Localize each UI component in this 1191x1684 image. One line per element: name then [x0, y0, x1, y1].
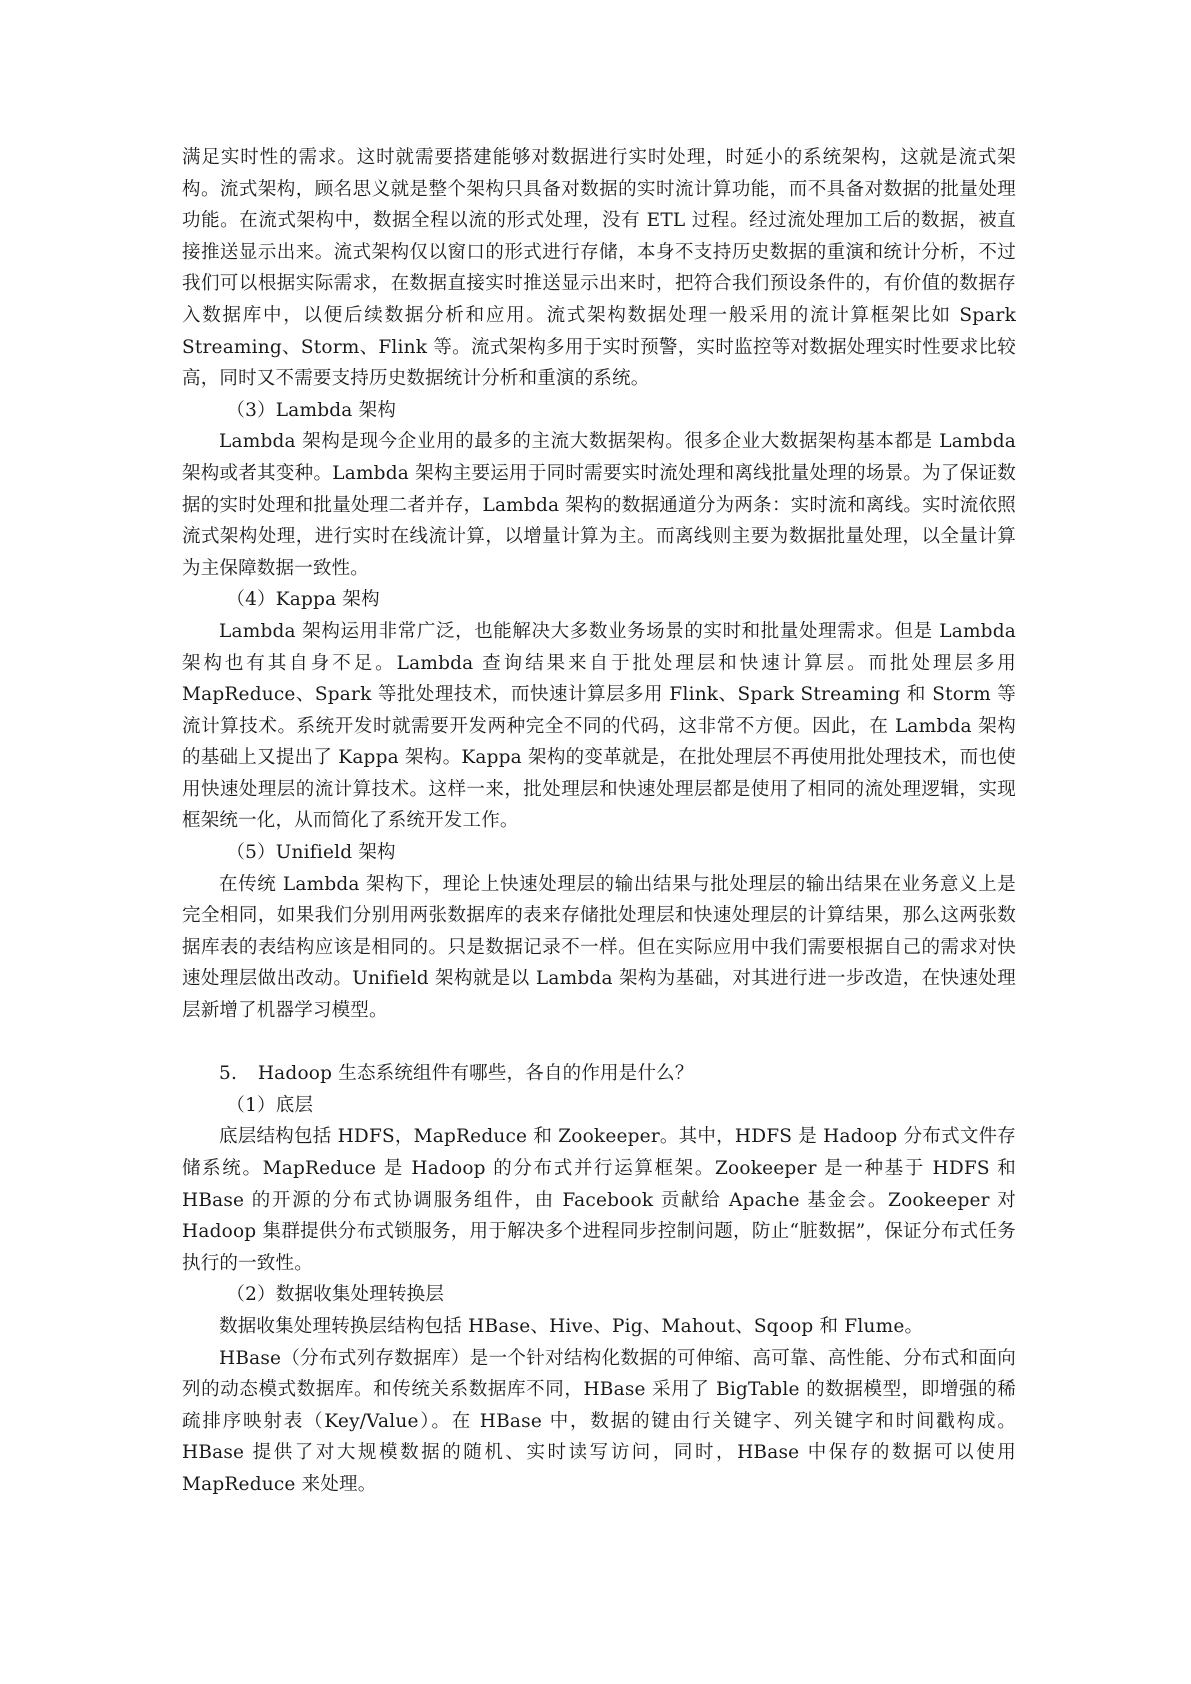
paragraph-lambda-architecture: Lambda 架构是现今企业用的最多的主流大数据架构。很多企业大数据架构基本都是 Lambda 架构或者其变种。Lambda 架构主要运用于同时需要实时流处理和离线批量处理的场景。为了保证数据的实时处理和批量处理二者并存，Lambda 架构的数据通道分为两条：实时流和离线。实时流依照流式架构处理，进行实时在线流计算，以增量计算为主。而离线则主要为数据批量处理，以全量计算为主保障数据一致性。: [182, 431, 1016, 579]
question-text: Hadoop 生态系统组件有哪些，各自的作用是什么？: [257, 1063, 694, 1085]
heading-kappa-architecture: （4）Kappa 架构: [226, 589, 380, 611]
paragraph-kappa-architecture: Lambda 架构运用非常广泛，也能解决大多数业务场景的实时和批量处理需求。但是 Lambda 架构也有其自身不足。Lambda 查询结果来自于批处理层和快速计算层。而批处理层多用 MapReduce、Spark 等批处理技术，而快速计算层多用 Flink、Spark Streaming 和 Storm 等流计算技术。系统开发时就需要开发两种完全不同的代码，这非常不方便。因此，在 Lambda 架构的基础上又提出了 Kappa 架构。Kappa 架构的变革就是，在批处理层不再使用批处理技术，而也使用快速处理层的流计算技术。这样一来，批处理层和快速处理层都是使用了相同的流处理逻辑，实现框架统一化，从而简化了系统开发工作。: [182, 620, 1016, 832]
paragraph-data-collection-layer: 数据收集处理转换层结构包括 HBase、Hive、Pig、Mahout、Sqoop 和 Flume。: [219, 1315, 924, 1337]
paragraph-unifield-architecture: 在传统 Lambda 架构下，理论上快速处理层的输出结果与批处理层的输出结果在业务意义上是完全相同，如果我们分别用两张数据库的表来存储批处理层和快速处理层的计算结果，那么这两张数据库表的表结构应该是相同的。只是数据记录不一样。但在实际应用中我们需要根据自己的需求对快速处理层做出改动。Unifield 架构就是以 Lambda 架构为基础，对其进行进一步改造，在快速处理层新增了机器学习模型。: [182, 873, 1016, 1022]
question-5: [182, 1058, 1016, 1090]
heading-data-collection-layer: （2）数据收集处理转换层: [226, 1284, 445, 1306]
heading-bottom-layer: （1）底层: [226, 1094, 314, 1116]
document-page: [182, 142, 1016, 1501]
paragraph-stream-architecture-continued: 满足实时性的需求。这时就需要搭建能够对数据进行实时处理，时延小的系统架构，这就是流式架构。流式架构，顾名思义就是整个架构只具备对数据的实时流计算功能，而不具备对数据的批量处理功能。在流式架构中，数据全程以流的形式处理，没有 ETL 过程。经过流处理加工后的数据，被直接推送显示出来。流式架构仅以窗口的形式进行存储，本身不支持历史数据的重演和统计分析，不过我们可以根据实际需求，在数据直接实时推送显示出来时，把符合我们预设条件的，有价值的数据存入数据库中，以便后续数据分析和应用。流式架构数据处理一般采用的流计算框架比如 Spark Streaming、Storm、Flink 等。流式架构多用于实时预警，实时监控等对数据处理实时性要求比较高，同时又不需要支持历史数据统计分析和重演的系统。: [182, 147, 1016, 390]
paragraph-bottom-layer: 底层结构包括 HDFS，MapReduce 和 Zookeeper。其中，HDFS 是 Hadoop 分布式文件存储系统。MapReduce 是 Hadoop 的分布式并行运算框架。Zookeeper 是一种基于 HDFS 和 HBase 的开源的分布式协调服务组件，由 Facebook 贡献给 Apache 基金会。Zookeeper 对 Hadoop 集群提供分布式锁服务，用于解决多个进程同步控制问题，防止“脏数据”，保证分布式任务执行的一致性。: [182, 1126, 1016, 1274]
paragraph-hbase: HBase（分布式列存数据库）是一个针对结构化数据的可伸缩、高可靠、高性能、分布式和面向列的动态模式数据库。和传统关系数据库不同，HBase 采用了 BigTable 的数据模型，即增强的稀疏排序映射表（Key/Value）。在 HBase 中，数据的键由行关键字、列关键字和时间戳构成。HBase 提供了对大规模数据的随机、实时读写访问，同时，HBase 中保存的数据可以使用 MapReduce 来处理。: [182, 1347, 1016, 1495]
heading-lambda-architecture: （3）Lambda 架构: [226, 399, 397, 421]
heading-unifield-architecture: （5）Unifield 架构: [226, 842, 396, 864]
question-number: 5.: [219, 1063, 238, 1085]
